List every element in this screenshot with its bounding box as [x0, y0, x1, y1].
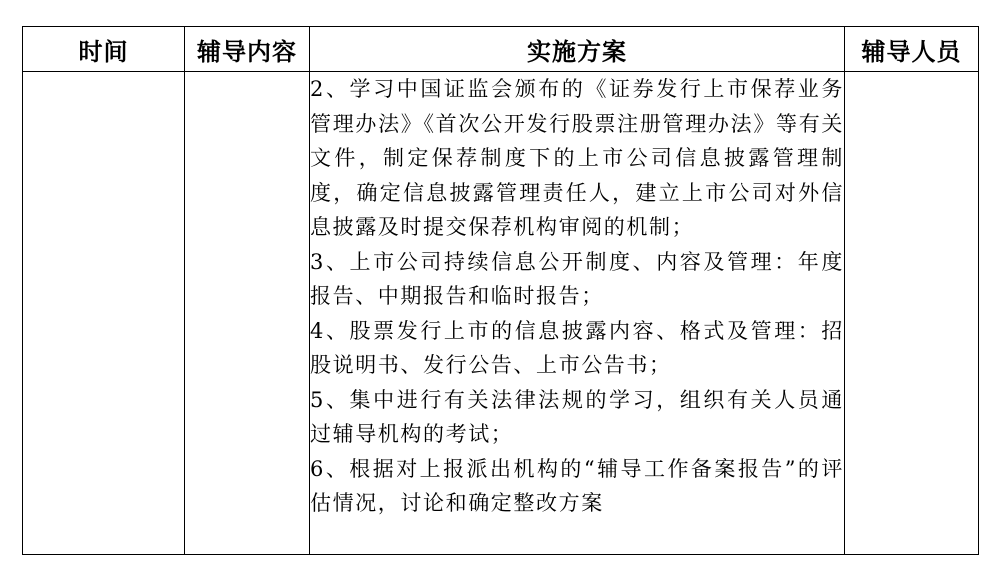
header-counseling-staff: 辅导人员: [845, 27, 979, 72]
plan-item-6: 6、根据对上报派出机构的“辅导工作备案报告”的评估情况，讨论和确定整改方案: [310, 456, 844, 515]
plan-item-3: 3、上市公司持续信息公开制度、内容及管理：年度报告、中期报告和临时报告；: [310, 249, 844, 308]
plan-item-2: 2、学习中国证监会颁布的《证券发行上市保荐业务管理办法》《首次公开发行股票注册管理办法》等有关文件，制定保荐制度下的上市公司信息披露管理制度，确定信息披露管理责任人，建立上市公司对外信息披露及时提交保荐机构审阅的机制；: [310, 77, 844, 239]
counseling-plan-table: [22, 26, 979, 555]
header-time: 时间: [23, 27, 185, 72]
header-implementation-plan: 实施方案: [310, 27, 845, 72]
plan-item-5: 5、集中进行有关法律法规的学习，组织有关人员通过辅导机构的考试；: [310, 387, 844, 446]
time-cell: [23, 72, 185, 555]
table-row: [23, 72, 979, 555]
header-counseling-content: 辅导内容: [185, 27, 310, 72]
plan-cell: [310, 72, 845, 555]
content-cell: [185, 72, 310, 555]
plan-item-4: 4、股票发行上市的信息披露内容、格式及管理：招股说明书、发行公告、上市公告书；: [310, 318, 844, 377]
staff-cell: [845, 72, 979, 555]
table-header-row: [23, 27, 979, 72]
